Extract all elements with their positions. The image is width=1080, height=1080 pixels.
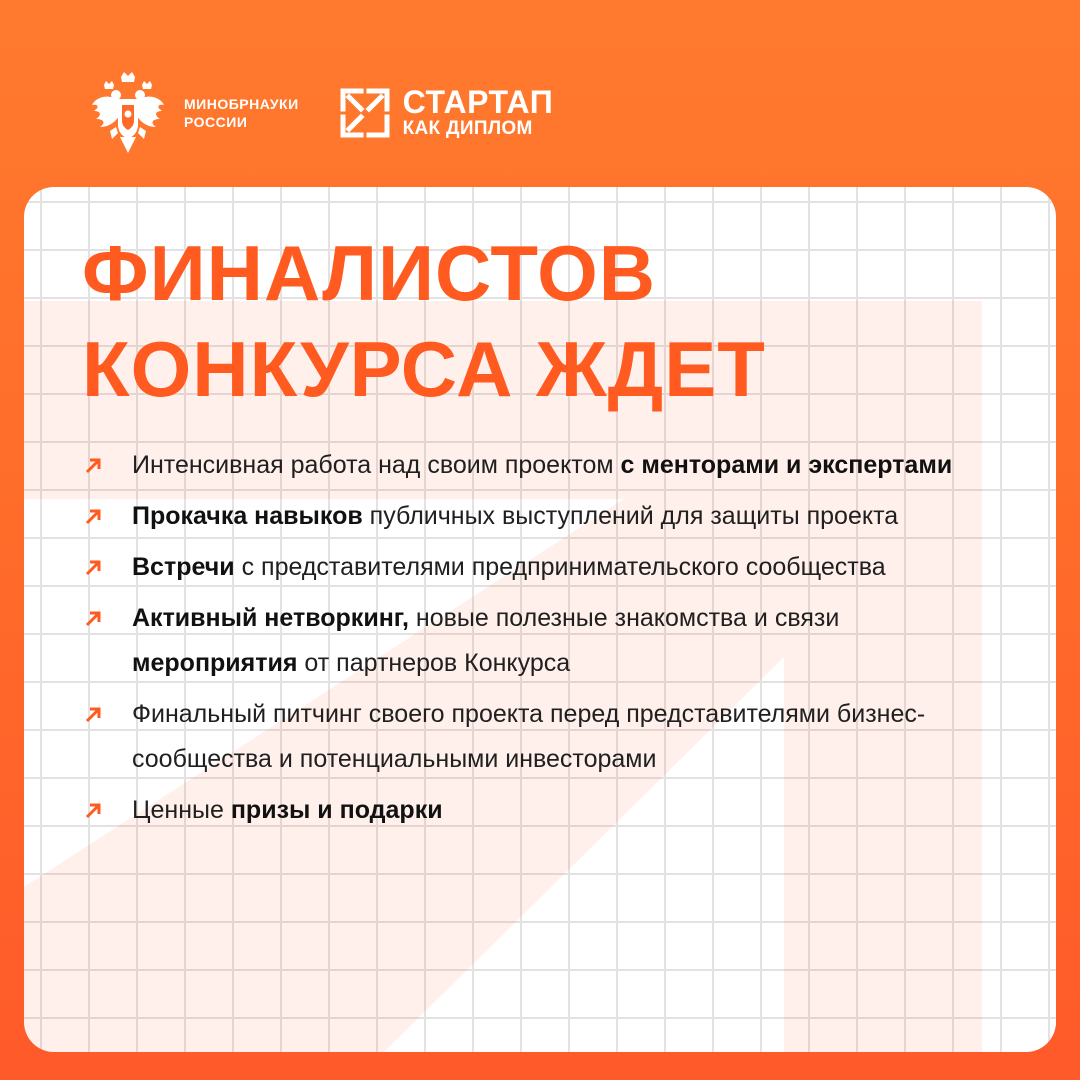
benefit-text — [132, 443, 962, 488]
arrow-up-right-icon — [84, 706, 102, 724]
benefit-text-regular: Ценные — [132, 796, 231, 824]
benefit-text — [132, 545, 962, 590]
brand-title: СТАРТАП — [402, 84, 554, 120]
benefit-text-bold: Активный нетворкинг, — [132, 604, 409, 632]
benefits-list — [82, 443, 962, 839]
startup-corner-arrows-icon — [339, 87, 391, 139]
arrow-up-right-icon — [84, 457, 102, 475]
ministry-logo — [90, 71, 299, 155]
header — [90, 68, 553, 158]
benefit-text — [132, 692, 962, 782]
page-title — [82, 225, 766, 417]
benefit-text-regular: от партнеров Конкурса — [297, 649, 571, 677]
benefit-item — [82, 788, 962, 833]
benefit-text — [132, 596, 962, 686]
benefit-text-bold: с менторами и экспертами — [620, 451, 953, 479]
brand-name — [403, 86, 554, 140]
arrow-up-right-icon — [84, 802, 102, 820]
benefit-text-regular: с представителями предпринимательского сообщества — [234, 553, 886, 581]
benefit-item — [82, 692, 962, 782]
benefit-text — [132, 494, 962, 539]
benefit-text — [132, 788, 962, 833]
benefit-text-regular: публичных выступлений для защиты проекта — [362, 502, 899, 530]
benefit-text-regular: Финальный питчинг своего проекта перед представителями бизнес-сообщества и потенциальными инвесторами — [132, 700, 926, 773]
arrow-up-right-icon — [84, 508, 102, 526]
arrow-up-right-icon — [84, 559, 102, 577]
title-line1: ФИНАЛИСТОВ — [82, 229, 657, 317]
benefit-text-bold: призы и подарки — [230, 796, 443, 824]
benefit-item — [82, 494, 962, 539]
ministry-name — [184, 95, 299, 131]
benefit-item — [82, 545, 962, 590]
benefit-text-regular: Интенсивная работа над своим проектом — [132, 451, 621, 479]
brand-subtitle: КАК ДИПЛОМ — [402, 118, 533, 139]
benefit-text-bold: Встречи — [132, 553, 235, 581]
benefit-item — [82, 596, 962, 686]
benefit-item — [82, 443, 962, 488]
title-line2: КОНКУРСА ЖДЕТ — [82, 325, 766, 413]
russian-coat-of-arms-icon — [90, 71, 166, 155]
benefit-text-bold: мероприятия — [132, 649, 298, 677]
arrow-up-right-icon — [84, 610, 102, 628]
ministry-name-line2: РОССИИ — [184, 114, 248, 130]
benefit-text-regular: новые полезные знакомства и связи — [408, 604, 840, 632]
ministry-name-line1: МИНОБРНАУКИ — [184, 96, 299, 112]
brand-logo — [339, 86, 554, 140]
content-card — [24, 187, 1056, 1052]
benefit-text-bold: Прокачка навыков — [132, 502, 363, 530]
